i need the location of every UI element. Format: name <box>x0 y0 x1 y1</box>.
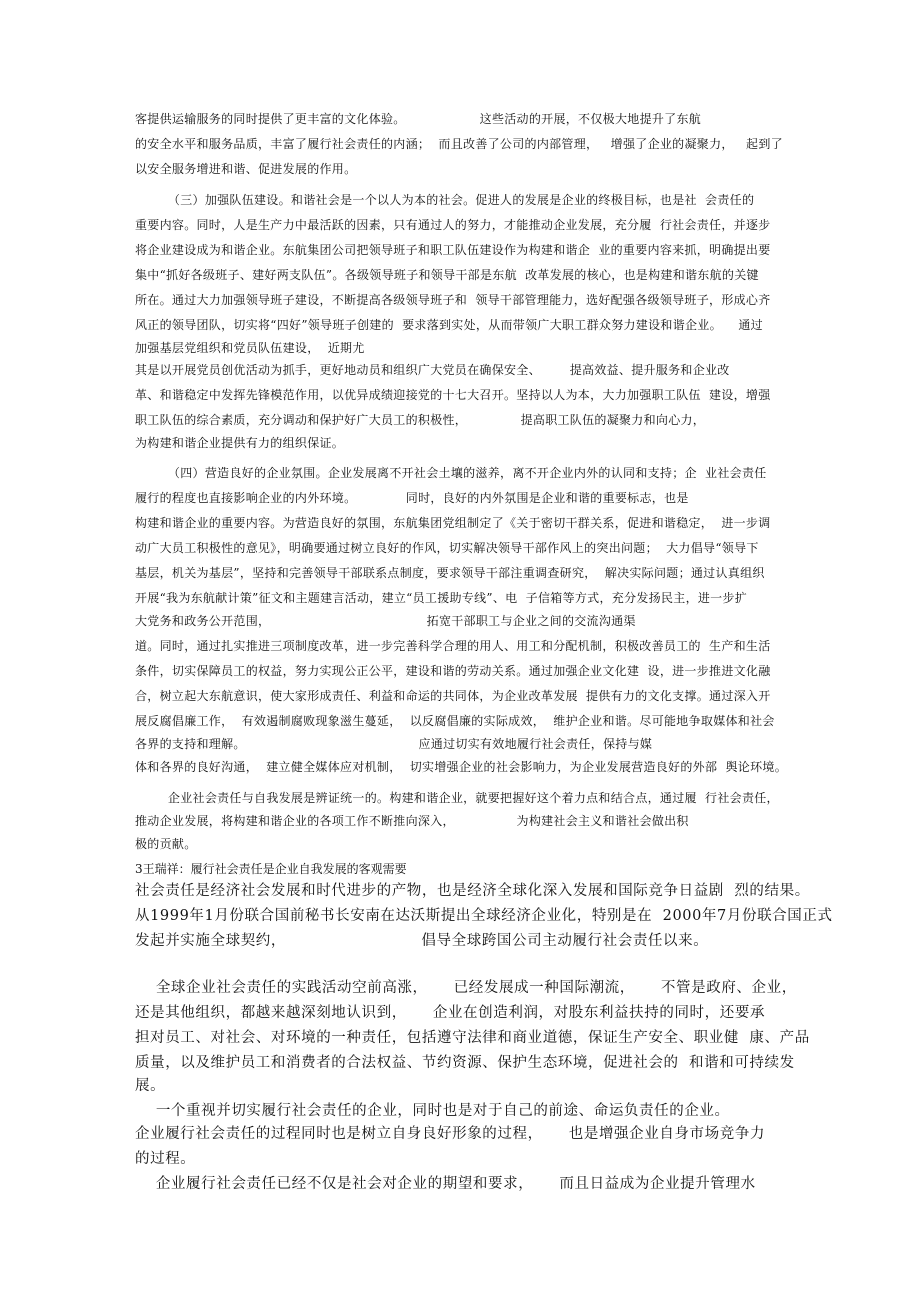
text-line: 条件，切实保障员工的权益，努力实现公正公平，建设和谐的劳动关系。通过加强企业文化建 设，进一步推进文化融 <box>135 664 771 678</box>
text-line: 大党务和政务公开范围， 拓宽干部职工与企业之间的交流沟通渠 <box>135 614 636 628</box>
text-line: 以安全服务增进和谐、促进发展的作用。 <box>135 162 357 176</box>
text-line: 风正的领导团队，切实将“四好”领导班子创建的 要求落到实处，从而带领广大职工群众努力建设和谐企业。 通过 <box>135 318 763 332</box>
text-line: 企业社会责任与自我发展是辨证统一的。构建和谐企业，就要把握好这个着力点和结合点，通过履 行社会责任， <box>135 791 779 805</box>
text-line: 各界的支持和理解。 应通过切实有效地履行社会责任，保持与媒 <box>135 737 653 751</box>
text-line: 职工队伍的综合素质，充分调动和保护好广大员工的积极性， 提高职工队伍的凝聚力和向心力， <box>135 413 706 427</box>
text-line: 发起并实施全球契约， 倡导全球跨国公司主动履行社会责任以来。 <box>135 933 709 949</box>
text-line: 推动企业发展，将构建和谐企业的各项工作不断推向深入， 为构建社会主义和谐社会做出积 <box>135 814 689 828</box>
text-line: 展。 <box>135 1078 166 1094</box>
text-line: 企业履行社会责任的过程同时也是树立自身良好形象的过程， 也是增强企业自身市场竞争力 <box>135 1126 766 1142</box>
text-line: 全球企业社会责任的实践活动空前高涨， 已经发展成一种国际潮流， 不管是政府、企业， <box>135 980 797 996</box>
text-line: 从1999年1月份联合国前秘书长安南在达沃斯提出全球经济企业化，特别是在 2000年7月份联合国正式 <box>135 908 833 924</box>
text-line: 社会责任是经济社会发展和时代进步的产物，也是经济全球化深入发展和国际竞争日益剧 烈的结果。 <box>135 883 810 899</box>
text-line: 革、和谐稳定中发挥先锋模范作用，以优异成绩迎接党的十七大召开。坚持以人为本，大力加强职工队伍 建设，增强 <box>135 388 771 402</box>
text-line: 开展“我为东航献计策”征文和主题建言活动，建立“员工援助专线”、电 子信箱等方式，充分发扬民主，进一步扩 <box>135 591 748 605</box>
text-line: 担对员工、对社会、对环境的一种责任，包括遵守法律和商业道德，保证生产安全、职业健 康、产品 <box>135 1030 810 1046</box>
text-line: 履行的程度也直接影响企业的内外环境。 同时，良好的内外氛围是企业和谐的重要标志，也是 <box>135 491 689 505</box>
text-line: 的过程。 <box>135 1151 196 1167</box>
text-line: 将企业建设成为和谐企业。东航集团公司把领导班子和职工队伍建设作为构建和谐企 业的重要内容来抓，明确提出要 <box>135 243 771 257</box>
text-line: 重要内容。同时，人是生产力中最活跃的因素，只有通过人的努力，才能推动企业发展，充分履 行社会责任，并逐步 <box>135 218 771 232</box>
text-line: 展反腐倡廉工作， 有效遏制腐败现象滋生蔓延， 以反腐倡廉的实际成效， 维护企业和谐。尽可能地争取媒体和社会 <box>135 714 775 728</box>
text-line: （四）营造良好的企业氛围。企业发展离不开社会土壤的滋养，离不开企业内外的认同和支持；企 业社会责任 <box>135 466 767 480</box>
text-line: 加强基层党组织和党员队伍建设， 近期尤 <box>135 341 365 355</box>
text-line: 还是其他组织，都越来越深刻地认识到， 企业在创造利润，对股东利益扶持的同时，还要承 <box>135 1005 766 1021</box>
text-line: 集中“抓好各级班子、建好两支队伍”。各级领导班子和领导干部是东航 改革发展的核心，也是构建和谐东航的关键 <box>135 268 759 282</box>
text-line: 所在。通过大力加强领导班子建设，不断提高各级领导班子和 领导干部管理能力，选好配强各级领导班子，形成心齐 <box>135 293 771 307</box>
text-line: 客提供运输服务的同时提供了更丰富的文化体验。 这些活动的开展，不仅极大地提升了东航 <box>135 112 702 126</box>
text-line: 为构建和谐企业提供有力的组织保证。 <box>135 436 345 450</box>
text-line: 体和各界的良好沟通， 建立健全媒体应对机制， 切实增强企业的社会影响力，为企业发展营造良好的外部 舆论环境。 <box>135 760 787 774</box>
text-line: 其是以开展党员创优活动为抓手，更好地动员和组织广大党员在确保安全、 提高效益、提升服务和企业改 <box>135 363 730 377</box>
text-line: 合，树立起大东航意识，使大家形成责任、利益和命运的共同体，为企业改革发展 提供有力的文化支撑。通过深入开 <box>135 689 771 703</box>
text-line: 一个重视并切实履行社会责任的企业，同时也是对于自己的前途、命运负责任的企业。 <box>135 1103 730 1119</box>
text-line: 的安全水平和服务品质，丰富了履行社会责任的内涵； 而且改善了公司的内部管理， 增强了企业的凝聚力， 起到了 <box>135 137 783 151</box>
text-line: 动广大员工积极性的意见》，明确要通过树立良好的作风，切实解决领导干部作风上的突出问题； 大力倡导“领导下 <box>135 541 759 555</box>
text-line: 基层，机关为基层”，坚持和完善领导干部联系点制度，要求领导干部注重调查研究， 解决实际问题；通过认真组织 <box>135 566 765 580</box>
text-line: 道。同时，通过扎实推进三项制度改革，进一步完善科学合理的用人、用工和分配机制，积极改善员工的 生产和生活 <box>135 639 771 653</box>
text-line: 极的贡献。 <box>135 837 197 851</box>
text-line: （三）加强队伍建设。和谐社会是一个以人为本的社会。促进人的发展是企业的终极目标，也是社 会责任的 <box>135 193 755 207</box>
text-line: 构建和谐企业的重要内容。为营造良好的氛围，东航集团党组制定了《关于密切干群关系，促进和谐稳定， 进一步调 <box>135 516 771 530</box>
section-heading: 3王瑞祥：履行社会责任是企业自我发展的客观需要 <box>135 862 407 876</box>
text-line: 质量，以及维护员工和消费者的合法权益、节约资源、保护生态环境，促进社会的 和谐和可持续发 <box>135 1055 795 1071</box>
text-line: 企业履行社会责任已经不仅是社会对企业的期望和要求， 而且日益成为企业提升管理水 <box>135 1176 756 1192</box>
